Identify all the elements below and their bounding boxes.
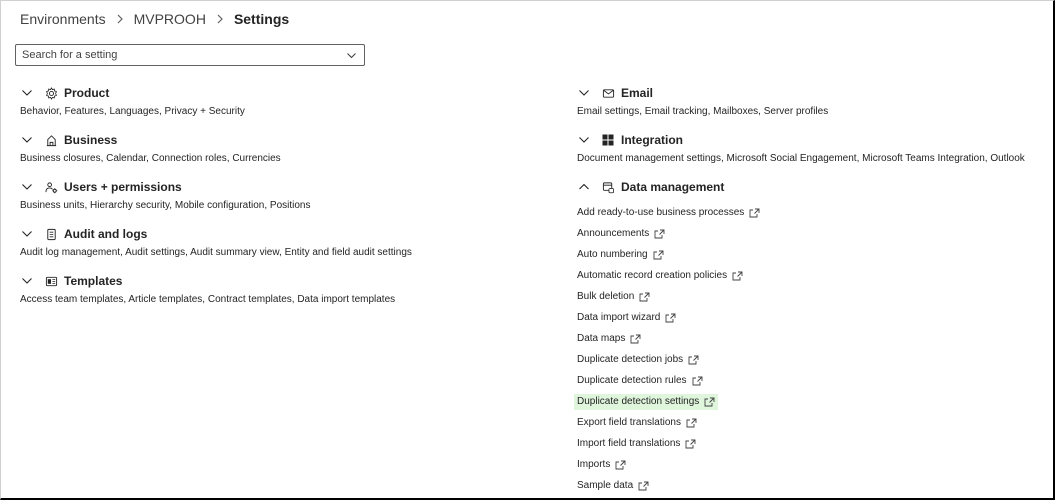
open-in-new-window-icon: [692, 376, 703, 386]
search-input[interactable]: [22, 49, 344, 61]
link-label: Export field translations: [577, 417, 681, 428]
open-in-new-window-icon: [615, 460, 626, 470]
data-management-link[interactable]: [574, 415, 700, 431]
data-management-link[interactable]: [574, 352, 702, 368]
open-in-new-window-icon: [638, 481, 649, 491]
open-in-new-window-icon: [685, 439, 696, 449]
group-product-header[interactable]: [20, 84, 560, 102]
link-label: Duplicate detection jobs: [577, 354, 684, 365]
breadcrumb-current-page: Settings: [233, 11, 290, 27]
group-business: [20, 131, 560, 178]
settings-left-column: [20, 84, 560, 319]
group-description: Business units, Hierarchy security, Mobile configuration, Positions: [20, 200, 311, 211]
link-label: Data import wizard: [577, 312, 661, 323]
templates-icon: [44, 274, 58, 288]
windows-icon: [601, 133, 615, 147]
group-integration: [577, 131, 1047, 178]
chevron-down-icon[interactable]: [20, 274, 34, 288]
open-in-new-window-icon: [688, 355, 699, 365]
group-email-header[interactable]: [577, 84, 1047, 102]
link-label: Automatic record creation policies: [577, 270, 728, 281]
group-title: Email: [621, 86, 654, 100]
list-item: [577, 202, 1047, 223]
link-label: Duplicate detection settings: [577, 396, 700, 407]
gear-icon: [44, 86, 58, 100]
data-management-link[interactable]: [574, 226, 668, 242]
mail-icon: [601, 86, 615, 100]
link-label: Sample data: [577, 480, 634, 491]
chevron-down-icon[interactable]: [344, 48, 358, 62]
list-item: [577, 370, 1047, 391]
list-item: [577, 286, 1047, 307]
settings-right-column: [577, 84, 1047, 496]
data-management-link[interactable]: [574, 247, 667, 263]
group-description: Document management settings, Microsoft Social Engagement, Microsoft Teams Integration, Outlook: [577, 153, 1025, 164]
link-label: Auto numbering: [577, 249, 648, 260]
list-item: [577, 412, 1047, 433]
group-description: Behavior, Features, Languages, Privacy + Security: [20, 106, 245, 117]
data-management-link[interactable]: [574, 289, 653, 305]
chevron-right-icon: [212, 11, 228, 27]
group-users-permissions-header[interactable]: [20, 178, 560, 196]
list-item: [577, 349, 1047, 370]
data-management-link[interactable]: [574, 373, 706, 389]
group-product: [20, 84, 560, 131]
link-label: Bulk deletion: [577, 291, 635, 302]
chevron-down-icon[interactable]: [20, 227, 34, 241]
list-item: [577, 307, 1047, 328]
list-item: [577, 475, 1047, 496]
group-title: Users + permissions: [64, 180, 182, 194]
group-audit-logs: [20, 225, 560, 272]
open-in-new-window-icon: [686, 418, 697, 428]
group-title: Business: [64, 133, 118, 147]
database-window-icon: [601, 180, 615, 194]
open-in-new-window-icon: [639, 292, 650, 302]
open-in-new-window-icon: [653, 250, 664, 260]
chevron-down-icon[interactable]: [20, 133, 34, 147]
data-management-link[interactable]: [574, 394, 718, 410]
chevron-down-icon[interactable]: [20, 86, 34, 100]
list-item: [577, 223, 1047, 244]
list-item: [577, 391, 1047, 412]
open-in-new-window-icon: [654, 229, 665, 239]
link-label: Import field translations: [577, 438, 681, 449]
data-management-list: [577, 202, 1047, 496]
group-title: Integration: [621, 133, 683, 147]
group-templates: [20, 272, 560, 319]
open-in-new-window-icon: [665, 313, 676, 323]
search-setting-combobox[interactable]: [15, 44, 365, 66]
list-item: [577, 265, 1047, 286]
group-title: Templates: [64, 274, 123, 288]
data-management-link[interactable]: [574, 310, 679, 326]
link-label: Data maps: [577, 333, 626, 344]
list-item: [577, 244, 1047, 265]
group-title: Audit and logs: [64, 227, 148, 241]
chevron-down-icon[interactable]: [577, 133, 591, 147]
data-management-link[interactable]: [574, 457, 629, 473]
breadcrumb-environment-name[interactable]: MVPROOH: [133, 11, 206, 27]
group-description: Email settings, Email tracking, Mailboxes, Server profiles: [577, 106, 829, 117]
group-templates-header[interactable]: [20, 272, 560, 290]
group-audit-logs-header[interactable]: [20, 225, 560, 243]
open-in-new-window-icon: [630, 334, 641, 344]
building-icon: [44, 133, 58, 147]
list-item: [577, 433, 1047, 454]
chevron-up-icon[interactable]: [577, 180, 591, 194]
group-description: Access team templates, Article templates, Contract templates, Data import templates: [20, 294, 396, 305]
group-description: Business closures, Calendar, Connection roles, Currencies: [20, 153, 281, 164]
open-in-new-window-icon: [704, 397, 715, 407]
people-settings-icon: [44, 180, 58, 194]
list-item: [577, 328, 1047, 349]
group-description: Audit log management, Audit settings, Audit summary view, Entity and field audit settings: [20, 247, 412, 258]
list-item: [577, 454, 1047, 475]
chevron-right-icon: [112, 11, 128, 27]
open-in-new-window-icon: [749, 208, 760, 218]
data-management-link[interactable]: [574, 436, 699, 452]
group-data-management: [577, 178, 1047, 496]
group-business-header[interactable]: [20, 131, 560, 149]
link-label: Imports: [577, 459, 611, 470]
group-email: [577, 84, 1047, 131]
breadcrumb-environments[interactable]: Environments: [20, 11, 106, 27]
breadcrumb: [20, 10, 289, 28]
group-users-permissions: [20, 178, 560, 225]
group-title: Product: [64, 86, 110, 100]
data-management-link[interactable]: [574, 331, 644, 347]
data-management-link[interactable]: [574, 268, 746, 284]
link-label: Add ready-to-use business processes: [577, 207, 745, 218]
group-integration-header[interactable]: [577, 131, 1047, 149]
link-label: Announcements: [577, 228, 650, 239]
group-data-management-header[interactable]: [577, 178, 1047, 196]
open-in-new-window-icon: [732, 271, 743, 281]
group-title: Data management: [621, 180, 725, 194]
data-management-link[interactable]: [574, 205, 763, 221]
clipboard-icon: [44, 227, 58, 241]
chevron-down-icon[interactable]: [577, 86, 591, 100]
chevron-down-icon[interactable]: [20, 180, 34, 194]
data-management-link[interactable]: [574, 478, 652, 494]
link-label: Duplicate detection rules: [577, 375, 687, 386]
